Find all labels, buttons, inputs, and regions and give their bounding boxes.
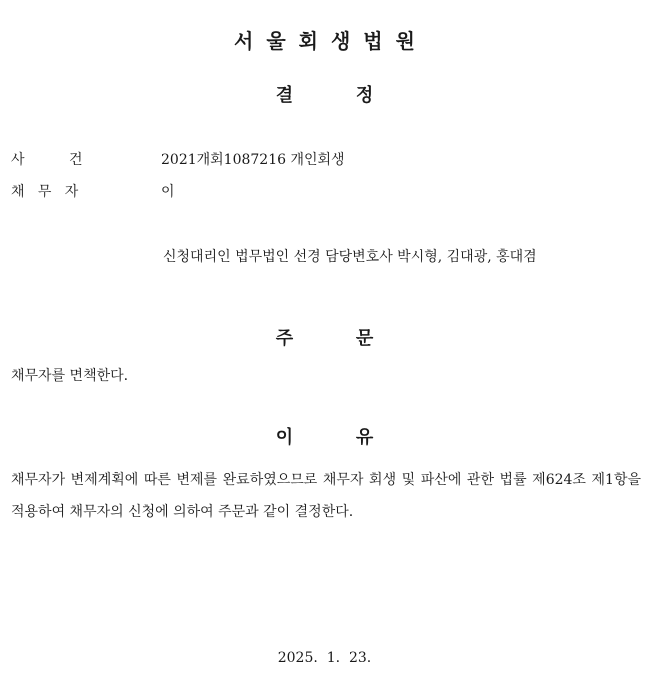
- order-heading: 주 문: [275, 328, 374, 349]
- decision-date: 2025. 1. 23.: [277, 650, 372, 666]
- document-title: 결 정: [275, 85, 374, 106]
- reason-text: 채무자가 변제계획에 따른 변제를 완료하였으므로 채무자 회생 및 파산에 관한 법률 제624조 제1항을 적용하여 채무자의 신청에 의하여 주문과 같이 결정한다.: [11, 472, 641, 520]
- order-text: 채무자를 면책한다.: [11, 368, 129, 384]
- reason-heading: 이 유: [275, 427, 374, 448]
- applicant-agent: 신청대리인 법무법인 선경 담당변호사 박시형, 김대광, 홍대겸: [163, 249, 537, 265]
- court-name: 서울회생법원: [234, 29, 428, 53]
- debtor-row: [11, 182, 175, 202]
- case-number: 2021개회1087216 개인회생: [161, 152, 345, 168]
- case-label: 사 건: [11, 152, 83, 168]
- debtor-name: 이: [161, 184, 175, 200]
- debtor-label: 채 무 자: [11, 184, 79, 200]
- case-row: [11, 150, 345, 170]
